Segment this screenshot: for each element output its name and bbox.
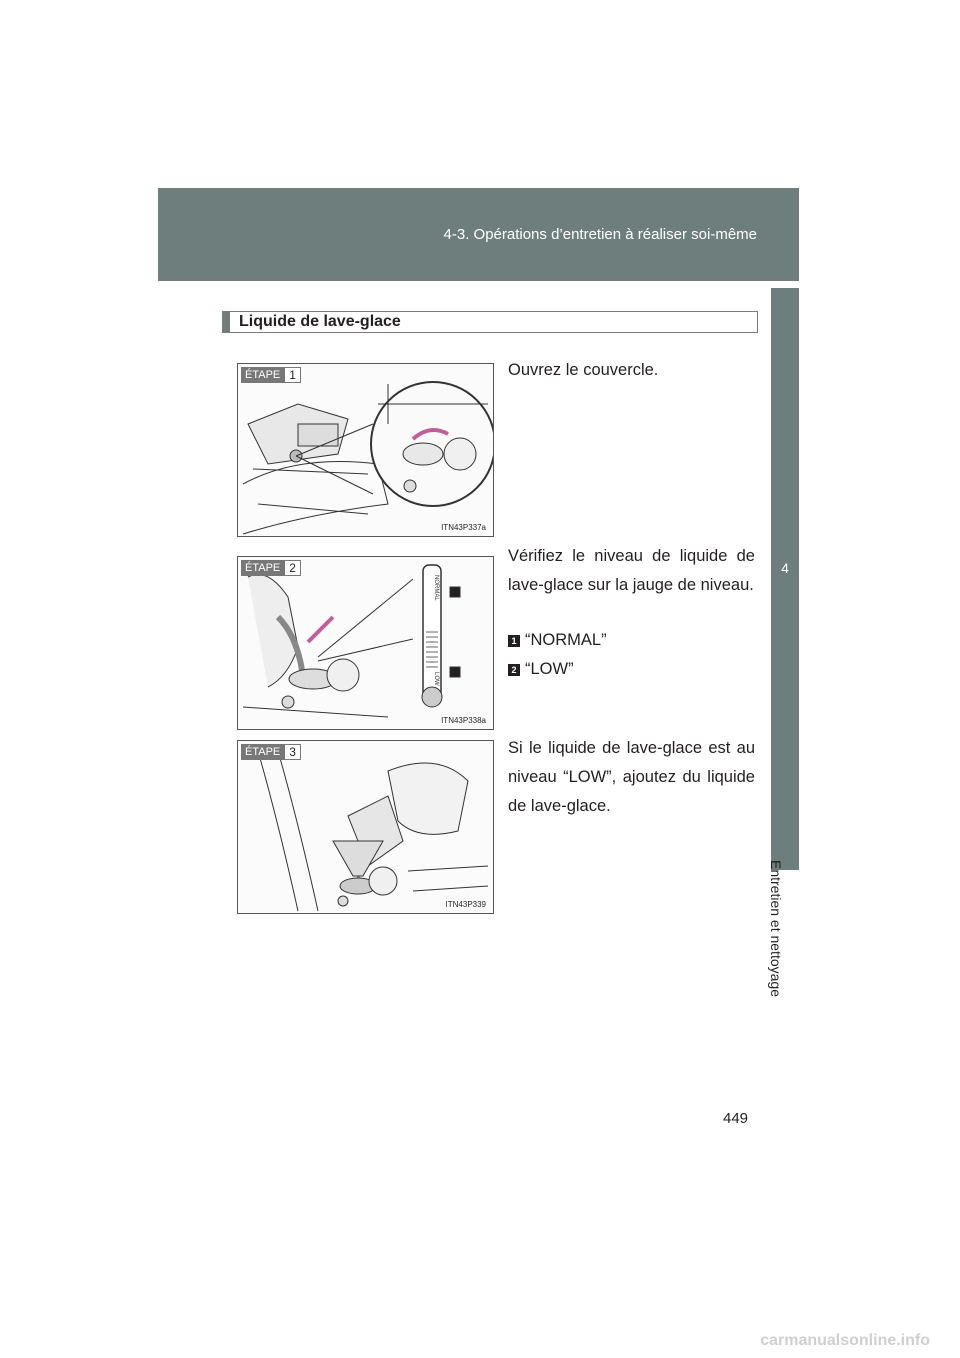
gauge-label-low: LOW [433, 672, 439, 686]
legend-item: 1 “NORMAL” [508, 631, 607, 650]
callout-1-icon: 1 [508, 635, 520, 647]
watermark: carmanualsonline.info [760, 1332, 930, 1349]
callout-2-icon: 2 [508, 664, 520, 676]
chapter-tab [771, 288, 799, 870]
figure-code: ITN43P338a [441, 716, 486, 725]
figure-step-3 [237, 740, 494, 914]
page-number: 449 [723, 1110, 749, 1127]
step-3-text: Si le liquide de lave-glace est au niveau “LOW”, ajoutez du liquide de lave-glace. [508, 739, 755, 815]
section-title [222, 311, 758, 333]
gauge-label-normal: NORMAL [433, 575, 439, 601]
step-badge: ÉTAPE 2 [241, 560, 301, 576]
dipstick-illustration [238, 557, 494, 730]
section-title-text: Liquide de lave-glace [239, 313, 401, 330]
section-heading: 4-3. Opérations d’entretien à réaliser soi-même [443, 226, 757, 243]
figure-step-1 [237, 363, 494, 537]
engine-bay-illustration [238, 364, 494, 537]
figure-code: ITN43P337a [441, 523, 486, 532]
step-2-text: Vérifiez le niveau de liquide de lave-glace sur la jauge de niveau. [508, 547, 755, 594]
step-1-text: Ouvrez le couvercle. [508, 361, 659, 379]
step-badge: ÉTAPE 1 [241, 367, 301, 383]
refill-illustration [238, 741, 494, 914]
legend-item: 2 “LOW” [508, 660, 574, 679]
figure-code: ITN43P339 [445, 900, 486, 909]
step-badge: ÉTAPE 3 [241, 744, 301, 760]
chapter-label: Entretien et nettoyage [768, 860, 784, 997]
chapter-number: 4 [781, 560, 789, 576]
page-header [158, 188, 799, 281]
figure-step-2 [237, 556, 494, 730]
